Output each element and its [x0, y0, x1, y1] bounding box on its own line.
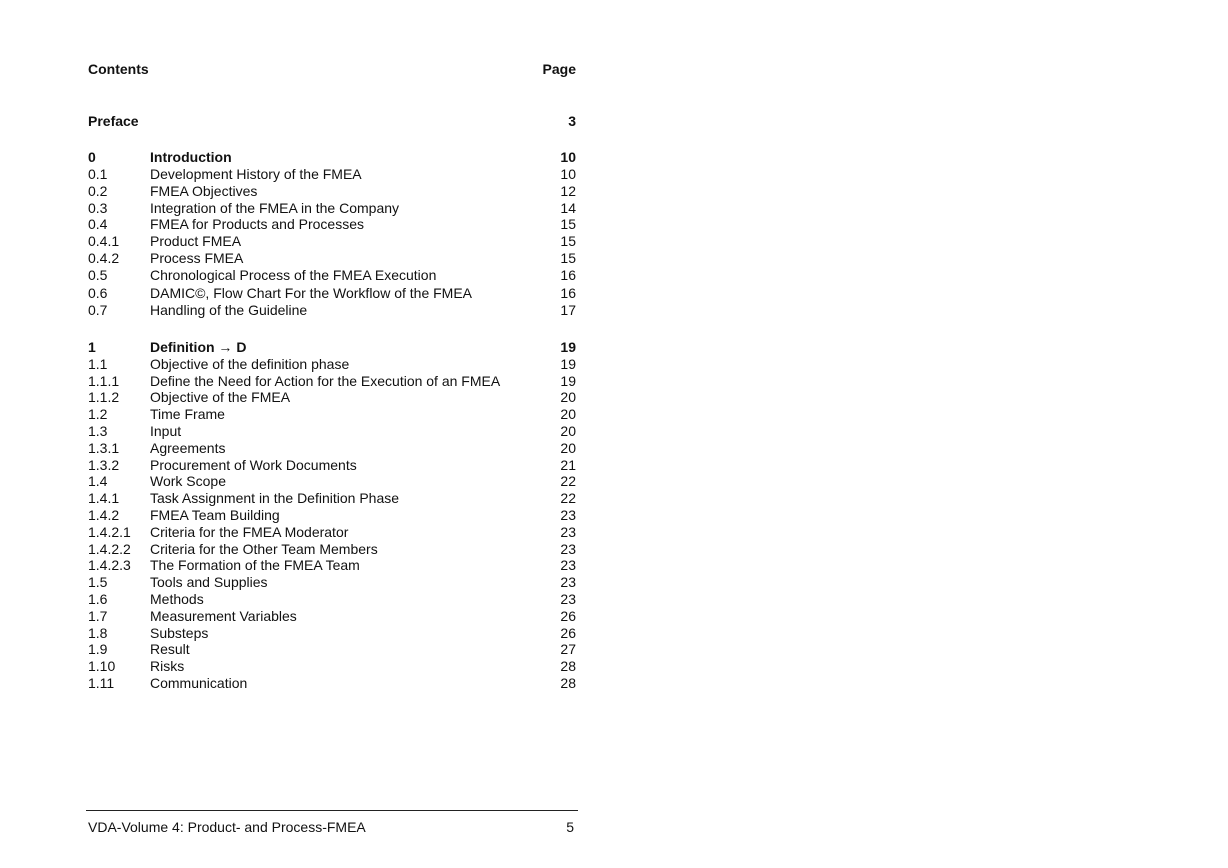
toc-entry-page: 19	[560, 356, 576, 372]
toc-entry-title: Definition → D	[150, 339, 247, 355]
toc-entry-0-3	[88, 200, 576, 217]
toc-entry-page: 19	[560, 373, 576, 389]
toc-entry-number: 0.7	[88, 302, 108, 318]
footer-publication-title: VDA-Volume 4: Product- and Process-FMEA	[88, 819, 366, 835]
toc-entry-1-2	[88, 406, 576, 423]
toc-entry-title: Product FMEA	[150, 233, 242, 249]
toc-entry-page: 20	[560, 423, 576, 439]
toc-entry-title: Result	[150, 641, 190, 657]
toc-entry-0-4-1	[88, 233, 576, 250]
toc-entry-page: 21	[560, 457, 576, 473]
toc-entry-number: 0.4.2	[88, 250, 120, 266]
toc-entry-page: 14	[560, 200, 576, 216]
toc-entry-number: 1.3.2	[88, 457, 120, 473]
toc-entry-number: 1.8	[88, 625, 108, 641]
toc-entry-number: 0.5	[88, 267, 108, 283]
toc-entry-number: 1.9	[88, 641, 108, 657]
toc-entry-title: Integration of the FMEA in the Company	[150, 200, 400, 216]
toc-entry-page: 26	[560, 625, 576, 641]
toc-entry-title: Substeps	[150, 625, 209, 641]
toc-entry-1-11	[88, 675, 576, 692]
toc-entry-0	[88, 149, 576, 166]
toc-entry-page: 20	[560, 389, 576, 405]
toc-entry-title: Input	[150, 423, 182, 439]
toc-entry-1-4-2-2	[88, 541, 576, 558]
toc-entry-title: DAMIC©, Flow Chart For the Workflow of the FMEA	[150, 285, 473, 301]
toc-entry-number: 0	[88, 149, 96, 165]
toc-entry-page: 17	[560, 302, 576, 318]
toc-entry-page: 20	[560, 406, 576, 422]
toc-entry-page: 16	[560, 267, 576, 283]
toc-entry-number: 0.3	[88, 200, 108, 216]
toc-entry-title: Introduction	[150, 149, 232, 165]
toc-entry-page: 22	[560, 473, 576, 489]
toc-entry-number: 1.4.2.1	[88, 524, 131, 540]
toc-entry-number: 1.4	[88, 473, 108, 489]
toc-entry-title: Communication	[150, 675, 248, 691]
toc-entry-title: Time Frame	[150, 406, 225, 422]
toc-entry-title: Criteria for the Other Team Members	[150, 541, 378, 557]
page-column-heading: Page	[542, 61, 576, 77]
toc-entry-0-4	[88, 216, 576, 233]
toc-entry-page: 15	[560, 216, 576, 232]
toc-entry-title: Handling of the Guideline	[150, 302, 308, 318]
toc-entry-number: 0.4	[88, 216, 108, 232]
toc-entry-page: 23	[560, 541, 576, 557]
toc-entry-title: Task Assignment in the Definition Phase	[150, 490, 400, 506]
toc-entry-1-4	[88, 473, 576, 490]
toc-entry-number: 1.4.2	[88, 507, 120, 523]
toc-entry-title: FMEA Objectives	[150, 183, 258, 199]
toc-entry-1-5	[88, 574, 576, 591]
toc-entry-page: 23	[560, 507, 576, 523]
toc-entry-title: FMEA for Products and Processes	[150, 216, 364, 232]
toc-header	[88, 61, 576, 81]
toc-entry-number: 0.6	[88, 285, 108, 301]
toc-entry-title: Measurement Variables	[150, 608, 297, 624]
toc-entry-title: Agreements	[150, 440, 226, 456]
toc-entry-title: Methods	[150, 591, 204, 607]
toc-entry-page: 15	[560, 250, 576, 266]
page-footer	[88, 819, 574, 837]
toc-entry-1-3	[88, 423, 576, 440]
footer-divider	[86, 810, 578, 811]
toc-entry-number: 1	[88, 339, 96, 355]
toc-entry-page: 27	[560, 641, 576, 657]
toc-entry-title: Procurement of Work Documents	[150, 457, 357, 473]
toc-entry-title: Define the Need for Action for the Execution of an FMEA	[150, 373, 501, 389]
toc-entry-0-2	[88, 183, 576, 200]
toc-entry-number: 1.2	[88, 406, 108, 422]
toc-entry-number: 1.4.2.2	[88, 541, 131, 557]
toc-entry-page: 22	[560, 490, 576, 506]
toc-entry-number: 1.1.1	[88, 373, 120, 389]
toc-entry-title: The Formation of the FMEA Team	[150, 557, 360, 573]
toc-entry-number: 1.1.2	[88, 389, 120, 405]
toc-entry-page: 3	[568, 113, 576, 129]
toc-entry-0-5	[88, 267, 576, 284]
toc-entry-0-4-2	[88, 250, 576, 267]
toc-entry-page: 16	[560, 285, 576, 301]
toc-entry-page: 19	[560, 339, 576, 355]
toc-entry-page: 23	[560, 574, 576, 590]
toc-entry-1-3-1	[88, 440, 576, 457]
toc-entry-page: 12	[560, 183, 576, 199]
toc-entry-page: 28	[560, 675, 576, 691]
toc-entry-title: Objective of the FMEA	[150, 389, 291, 405]
toc-entry-1	[88, 339, 576, 356]
toc-entry-1-4-2-3	[88, 557, 576, 574]
toc-entry-1-1-2	[88, 389, 576, 406]
toc-entry-number: 1.3	[88, 423, 108, 439]
toc-entry-page: 15	[560, 233, 576, 249]
toc-entry-page: 28	[560, 658, 576, 674]
toc-entry-page: 10	[560, 149, 576, 165]
toc-entry-number: 1.7	[88, 608, 108, 624]
toc-entry-0-1	[88, 166, 576, 183]
toc-entry-number: 1.11	[88, 675, 115, 691]
toc-entry-1-4-1	[88, 490, 576, 507]
toc-entry-page: 26	[560, 608, 576, 624]
toc-entry-1-4-2	[88, 507, 576, 524]
toc-entry-title: Objective of the definition phase	[150, 356, 350, 372]
toc-entry-1-7	[88, 608, 576, 625]
toc-entry-number: 1.6	[88, 591, 108, 607]
toc-entry-1-1	[88, 356, 576, 373]
toc-entry-title: Tools and Supplies	[150, 574, 268, 590]
toc-entry-title: Risks	[150, 658, 185, 674]
toc-entry-0-6	[88, 285, 576, 302]
toc-entry-1-9	[88, 641, 576, 658]
contents-heading: Contents	[88, 61, 149, 77]
toc-entry-number: 0.1	[88, 166, 108, 182]
toc-entry-title: FMEA Team Building	[150, 507, 280, 523]
toc-entry-1-8	[88, 625, 576, 642]
toc-entry-page: 23	[560, 557, 576, 573]
toc-entry-number: 1.3.1	[88, 440, 120, 456]
toc-entry-number: 0.2	[88, 183, 108, 199]
toc-entry-title: Process FMEA	[150, 250, 244, 266]
toc-entry-page: 20	[560, 440, 576, 456]
toc-entry-0-7	[88, 302, 576, 319]
toc-entry-title: Preface	[88, 113, 139, 129]
toc-entry-title: Chronological Process of the FMEA Execution	[150, 267, 437, 283]
toc-entry-title: Criteria for the FMEA Moderator	[150, 524, 349, 540]
toc-entry-page: 23	[560, 591, 576, 607]
toc-entry-number: 1.1	[88, 356, 108, 372]
toc-entry-preface	[88, 113, 576, 130]
toc-entry-1-10	[88, 658, 576, 675]
toc-entry-1-3-2	[88, 457, 576, 474]
toc-entry-number: 1.4.2.3	[88, 557, 131, 573]
footer-page-number: 5	[566, 819, 574, 835]
toc-entry-number: 1.5	[88, 574, 108, 590]
toc-entry-number: 1.10	[88, 658, 116, 674]
toc-entry-page: 10	[560, 166, 576, 182]
toc-entry-number: 1.4.1	[88, 490, 120, 506]
toc-entry-title: Work Scope	[150, 473, 226, 489]
toc-entry-number: 0.4.1	[88, 233, 120, 249]
toc-entry-1-4-2-1	[88, 524, 576, 541]
toc-entry-1-6	[88, 591, 576, 608]
toc-entry-1-1-1	[88, 373, 576, 390]
toc-entry-page: 23	[560, 524, 576, 540]
toc-entry-title: Development History of the FMEA	[150, 166, 362, 182]
